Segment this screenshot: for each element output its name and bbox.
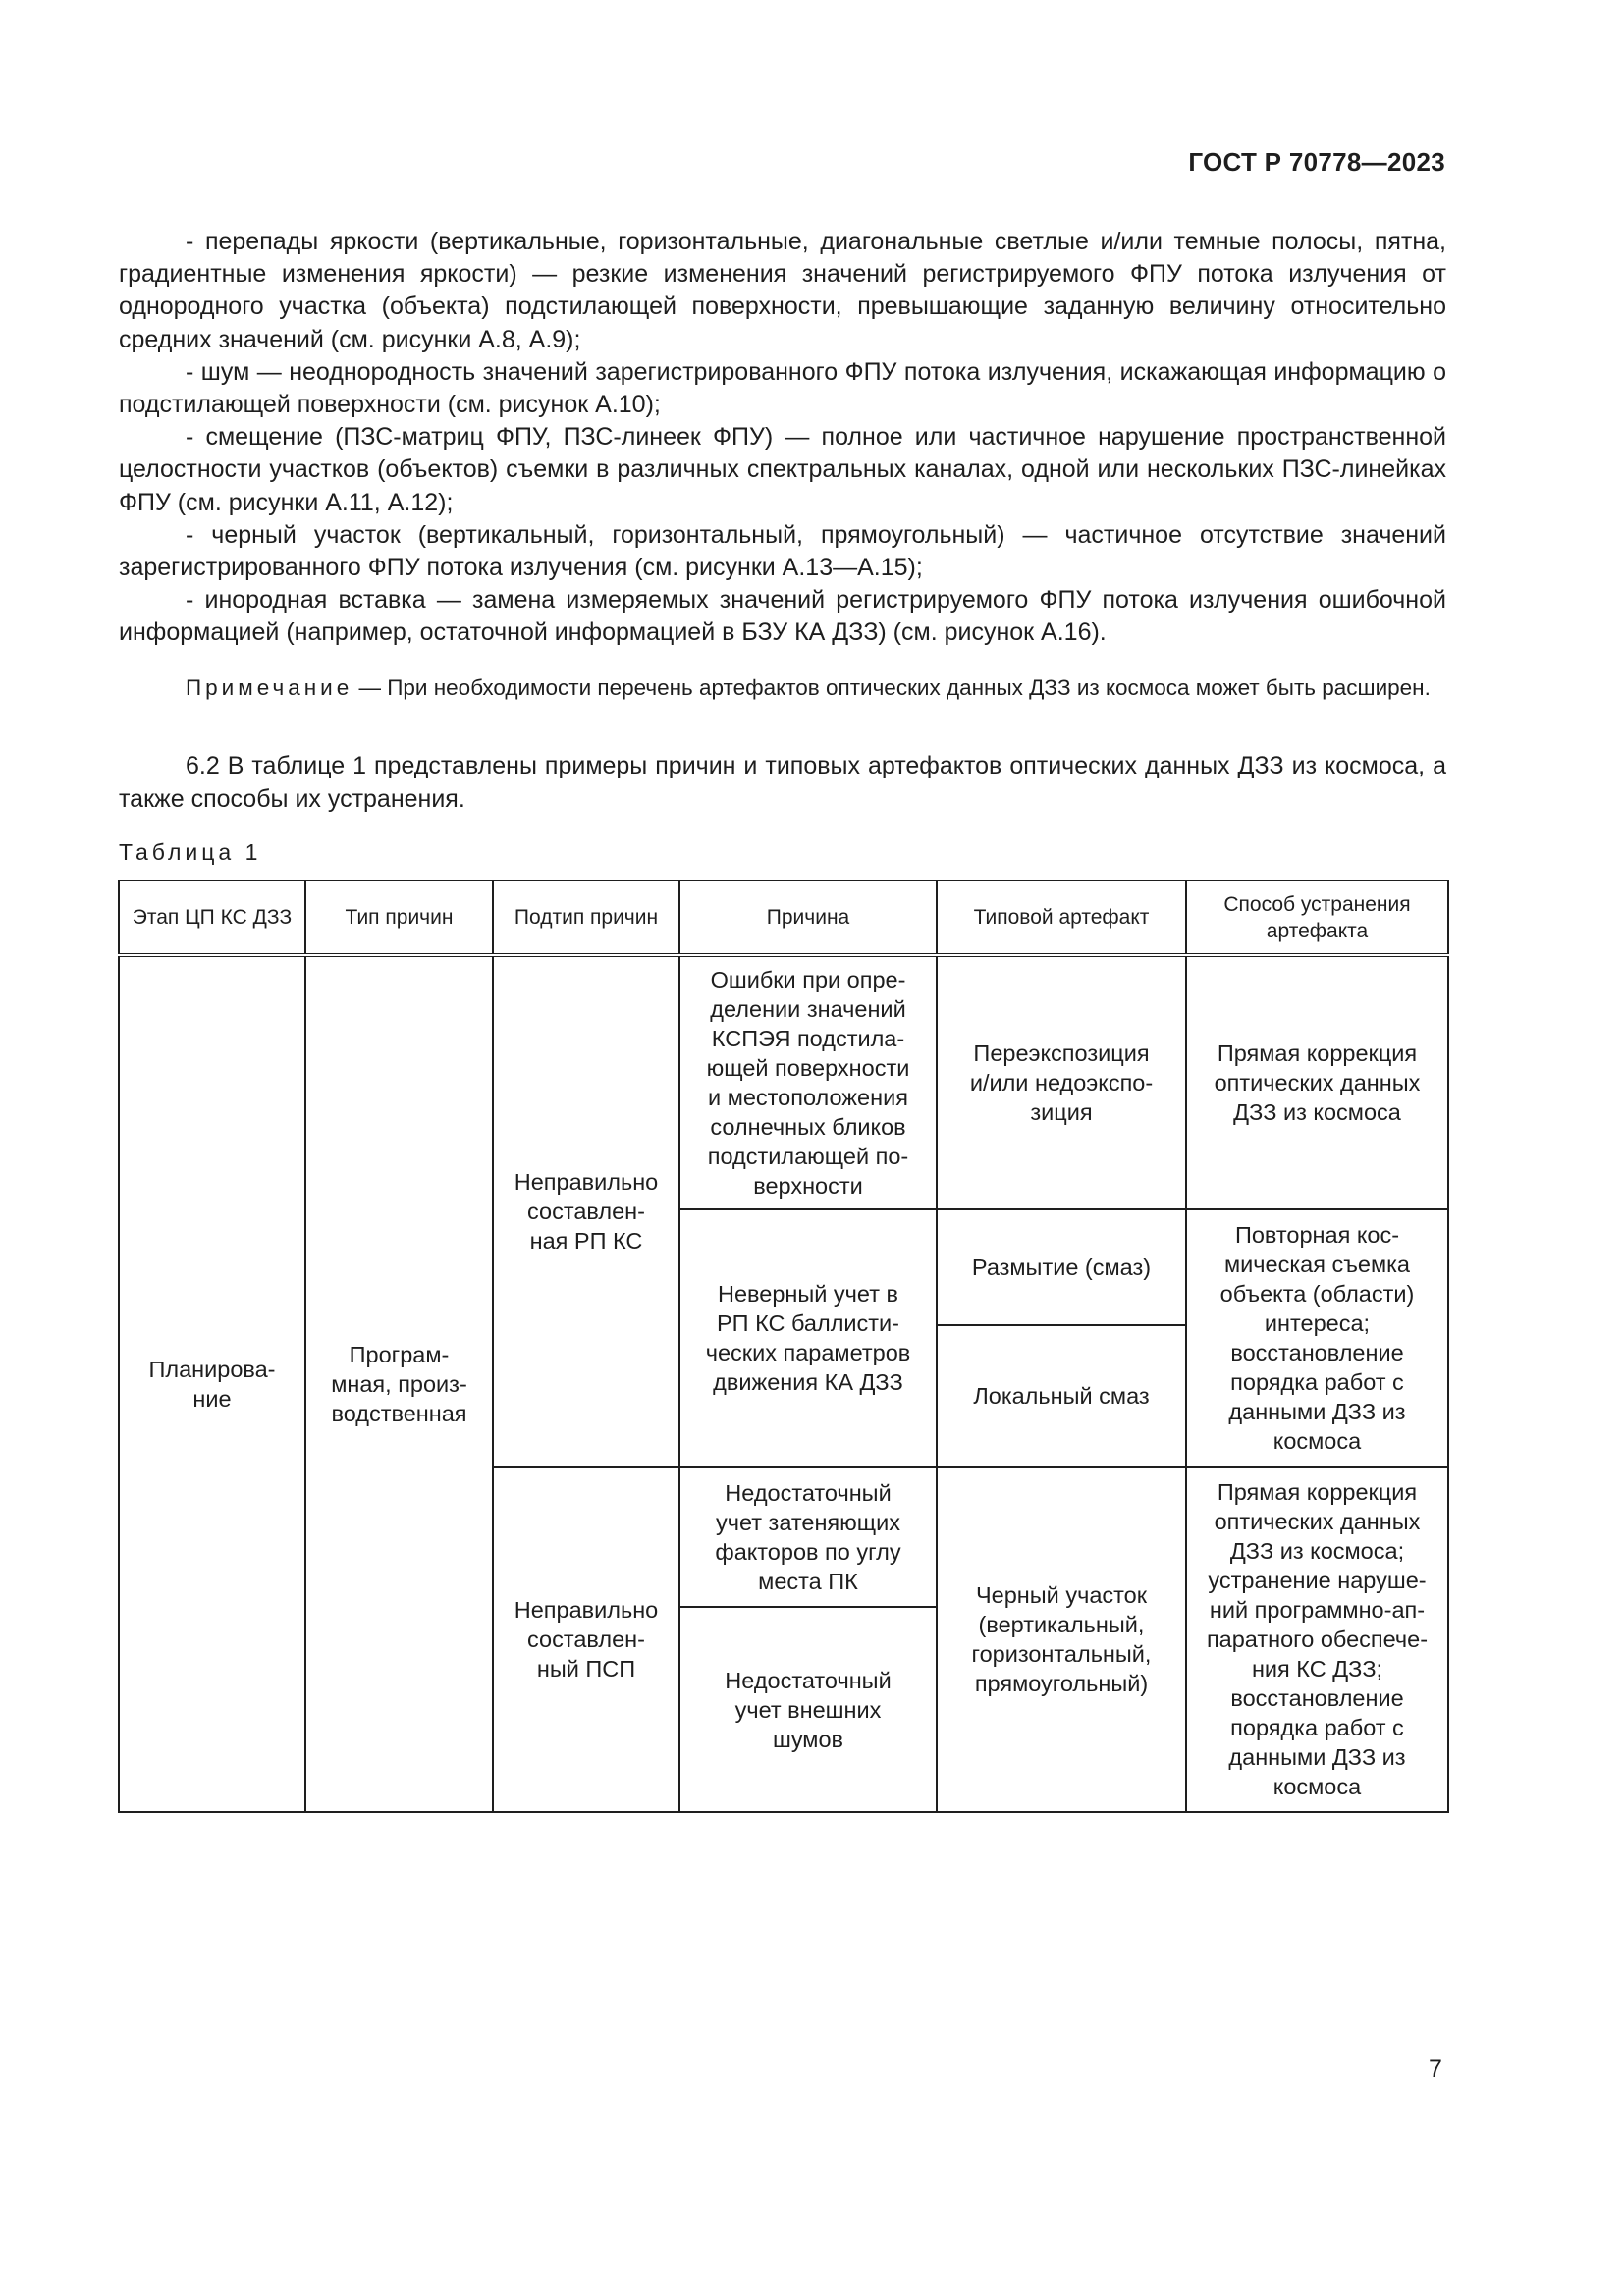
subtype-cell: Неправильно составлен- ный ПСП [493, 1467, 679, 1812]
method-cell: Прямая коррекция оптических данных ДЗЗ из космоса [1186, 955, 1448, 1209]
column-header: Тип причин [305, 881, 493, 955]
method-cell: Повторная кос- мическая съемка объекта (области) интереса; восстановление порядка работ с данными ДЗЗ из космоса [1186, 1209, 1448, 1467]
stage-cell: Планирова- ние [119, 955, 305, 1812]
paragraph-6-2: 6.2 В таблице 1 представлены примеры причин и типовых артефактов оптических данных ДЗЗ из космоса, а также способы их устранения. [119, 752, 1446, 813]
column-header: Этап ЦП КС ДЗЗ [119, 881, 305, 955]
document-code: ГОСТ Р 70778—2023 [1188, 147, 1445, 177]
list-item: - перепады яркости (вертикальные, горизонтальные, диагональные светлые и/или темные полосы, пятна, градиентные изменения яркости) — резкие изменения значений регистрируемого ФПУ потока излучения от однородного участка (объекта) подстилающей поверхности, превышающие заданную величину относительно средних значений (см. рисунки А.8, А.9); [119, 228, 1446, 353]
list-item: - шум — неоднородность значений зарегистрированного ФПУ потока излучения, искажающая информацию о подстилающей поверхности (см. рисунок А.10); [119, 357, 1446, 419]
cause-cell: Ошибки при опре- делении значений КСПЭЯ подстила- ющей поверхности и местоположения солнечных бликов подстилающей по- верхности [679, 955, 937, 1209]
artifact-list [119, 226, 1446, 650]
page-number: 7 [1429, 2056, 1442, 2083]
artifact-cell: Переэкспозиция и/или недоэкспо- зиция [937, 955, 1186, 1209]
cause-cell: Неверный учет в РП КС баллисти- ческих параметров движения КА ДЗЗ [679, 1209, 937, 1467]
note-text: — При необходимости перечень артефактов оптических данных ДЗЗ из космоса может быть расширен. [352, 675, 1431, 700]
table-row [119, 955, 1448, 1209]
list-item: - инородная вставка — замена измеряемых значений регистрируемого ФПУ потока излучения ошибочной информацией (например, остаточной информацией в БЗУ КА ДЗЗ) (см. рисунок А.16). [119, 586, 1446, 647]
cause-cell: Недостаточный учет внешних шумов [679, 1607, 937, 1812]
column-header: Подтип причин [493, 881, 679, 955]
list-item: - черный участок (вертикальный, горизонтальный, прямоугольный) — частичное отсутствие значений зарегистрированного ФПУ потока излучения (см. рисунки А.13—А.15); [119, 520, 1446, 582]
column-header: Способ устранения артефакта [1186, 881, 1448, 955]
table-header-row [119, 881, 1448, 955]
note-label: Примечание [186, 675, 353, 700]
list-item: - смещение (ПЗС-матриц ФПУ, ПЗС-линеек ФПУ) — полное или частичное нарушение пространственной целостности участков (объектов) съемки в различных спектральных каналах, одной или нескольких ПЗС-линейках ФПУ (см. рисунки А.11, А.12); [119, 423, 1446, 516]
artifact-cell: Размытие (смаз) [937, 1209, 1186, 1325]
artifact-cell: Локальный смаз [937, 1325, 1186, 1467]
cause-cell: Недостаточный учет затеняющих факторов по углу места ПК [679, 1467, 937, 1607]
artifact-cell: Черный участок (вертикальный, горизонтальный, прямоугольный) [937, 1467, 1186, 1812]
note [119, 671, 1446, 704]
subtype-cell: Неправильно составлен- ная РП КС [493, 955, 679, 1467]
cause-type-cell: Програм- мная, произ- водственная [305, 955, 493, 1812]
table-1 [118, 880, 1449, 1813]
column-header: Типовой артефакт [937, 881, 1186, 955]
column-header: Причина [679, 881, 937, 955]
method-cell: Прямая коррекция оптических данных ДЗЗ из космоса; устранение наруше- ний программно-ап- паратного обеспече- ния КС ДЗЗ; восстановление порядка работ с данными ДЗЗ из космоса [1186, 1467, 1448, 1812]
table-caption: Таблица 1 [119, 839, 262, 865]
